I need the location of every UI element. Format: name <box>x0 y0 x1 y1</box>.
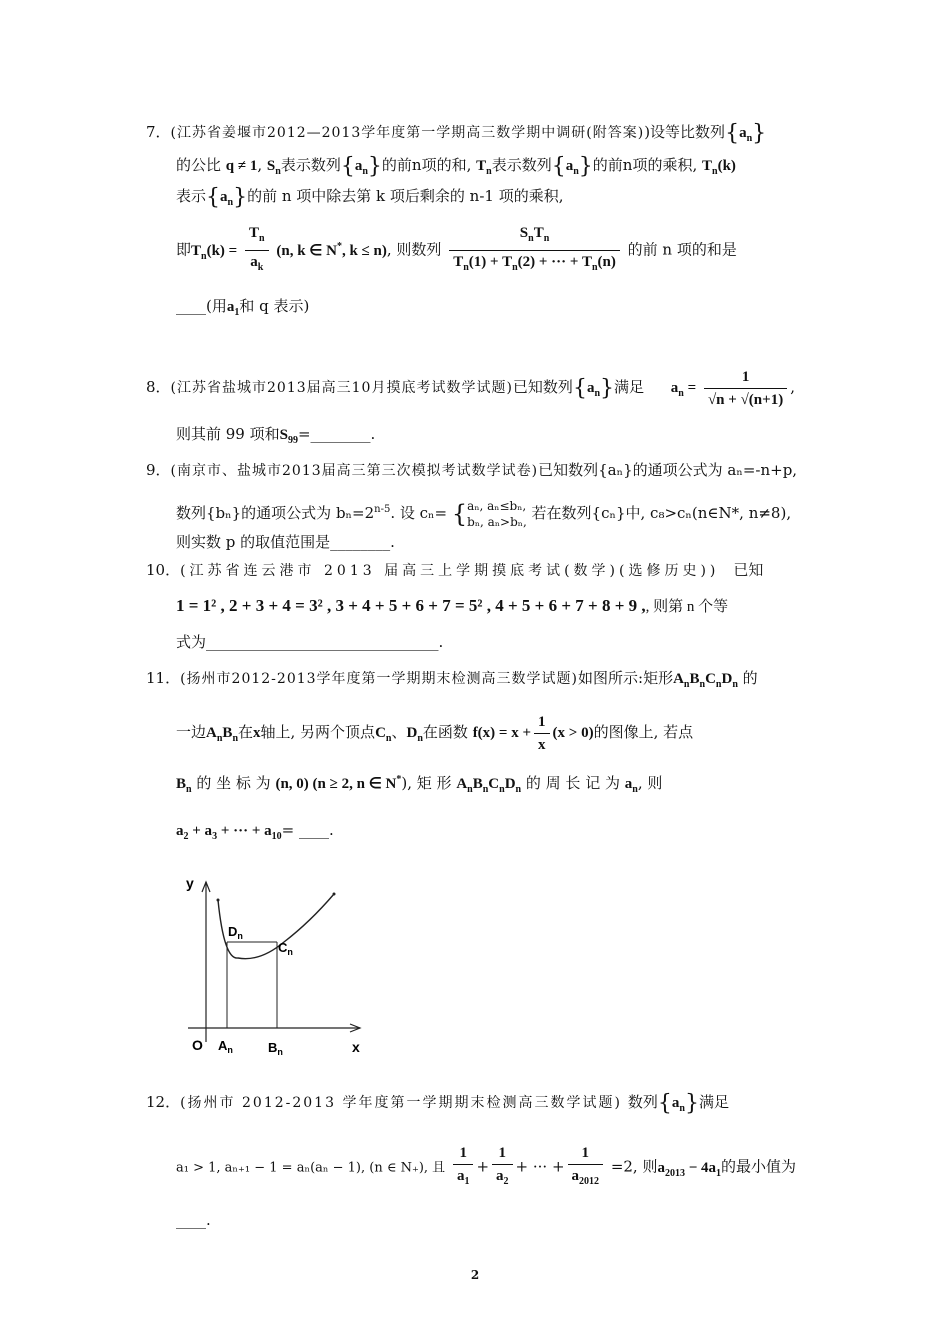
curve-start-point <box>217 899 220 902</box>
function-graph <box>180 870 380 1060</box>
q11-line-1: 11．(扬州市2012-2013学年度第一学期期末检测高三数学试题)如图所示:矩形$A_nB_nC_nD_n$ 的 <box>146 669 758 690</box>
q12-line-3: ____. <box>176 1211 211 1229</box>
q7-line-2: 的公比 q ≠ 1, $S_n$表示数列$\{a_n\}$的前n项的和, $T_n$表示数列$\{a_n\}$的前n项的乘积, $T_n(k)$ <box>176 154 736 179</box>
q10-line-1: 10．(江苏省连云港市 2013 届高三上学期摸底考试(数学)(选修历史)) 已知 <box>146 561 764 579</box>
q8-line-1: 8．(江苏省盐城市2013届高三10月摸底考试数学试题)已知数列$\{a_n\}$满足 $a_n$ = $\frac{1}{√n + √(n+1)}$ , <box>146 362 795 419</box>
q7-line-1: 7．(江苏省姜堰市2012—2013学年度第一学期高三数学期中调研(附答案))设等比数列$\{a_n\}$ <box>146 121 767 146</box>
q12-line-2: a₁ > 1, aₙ₊₁ − 1 = aₙ(aₙ − 1), (n ∈ N₊), 且 $\frac{1}{a_1}$ + $\frac{1}{a_2}$ + ··· + $\frac{1}{a_{2012}}$ =2, 则$a_{2013} - 4a_1$的最小值为 <box>176 1142 796 1198</box>
q11-line-3: $B_n$ 的 坐 标 为 (n, 0) (n ≥ 2, n ∈ N*), 矩 形 $A_nB_nC_nD_n$ 的 周 长 记 为 $a_n$, 则 <box>176 774 663 795</box>
b-label: $B_n$ <box>268 1040 283 1057</box>
curve-end-point <box>333 893 336 896</box>
d-label: $D_n$ <box>228 924 243 941</box>
c-label: $C_n$ <box>278 940 293 957</box>
q9-line-2: 数列{bₙ}的通项公式为 $b_n=2^{n-5}$. 设 cₙ= { aₙ, aₙ≤bₙ, bₙ, aₙ>bₙ, 若在数列{cₙ}中, c₈>cₙ(n∈N*, n≠8), <box>176 499 792 529</box>
x-axis-label: x <box>352 1039 360 1055</box>
q7-line-3: 表示$\{a_n\}$的前 n 项中除去第 k 项后剩余的 n-1 项的乘积, <box>176 185 564 210</box>
q12-line-1: 12．(扬州市 2012-2013 学年度第一学期期末检测高三数学试题) 数列$\{a_n\}$满足 <box>146 1091 729 1116</box>
q9-line-3: 则实数 p 的取值范围是________. <box>176 533 395 551</box>
q8-line-2: 则其前 99 项和$S_{99}=\_\_\_\_\_\_\_\_$. <box>176 425 376 446</box>
a-label: $A_n$ <box>218 1038 233 1055</box>
q7-line-5: ____(用$a_1$和 q 表示) <box>176 297 310 318</box>
y-axis-label: y <box>186 875 194 891</box>
q10-line-2: 1 = 1² , 2 + 3 + 4 = 3² , 3 + 4 + 5 + 6 + 7 = 5² , 4 + 5 + 6 + 7 + 8 + 9 ,, 则第 n 个等 <box>176 596 729 615</box>
q7-line-4: 即$T_n(k)$ = $\frac{T_n}{a_k}$ (n, k ∈ N*, k ≤ n), 则数列 $\frac{S_nT_n}{T_n(1) + T_n(2) + \cdot\cdot\cdot + T_n(n)}$ 的前 n 项的和是 <box>176 222 737 279</box>
q11-line-4: $a_2 + a_3$ + ··· + $a_{10}=$ ____. <box>176 821 334 842</box>
q10-line-3: 式为_______________________________. <box>176 633 444 651</box>
q11-line-2: 一边$A_nB_n$在x轴上, 另两个顶点$C_n$、$D_n$在函数 f(x) = x + $\frac{1}{x}$ (x > 0)的图像上, 若点 <box>176 710 693 761</box>
origin-label: O <box>192 1037 203 1053</box>
q9-line-1: 9．(南京市、盐城市2013届高三第三次模拟考试数学试卷)已知数列{aₙ}的通项公式为 aₙ=-n+p, <box>146 461 798 479</box>
page-number: 2 <box>470 1268 480 1282</box>
